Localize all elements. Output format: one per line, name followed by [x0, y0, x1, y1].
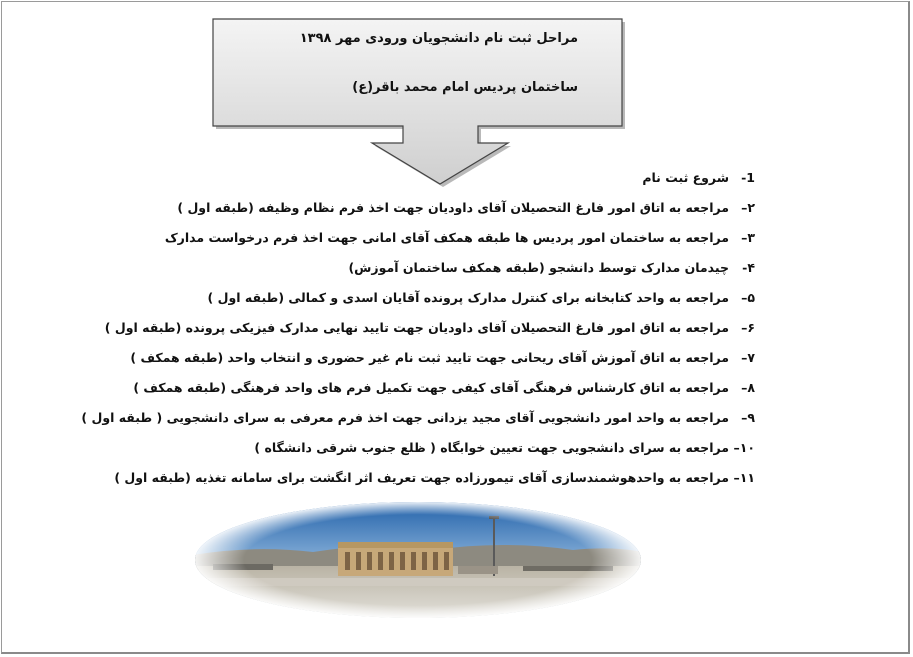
step-text: مراجعه به سرای دانشجویی جهت تعیین خوابگاه ( ظلع جنوب شرقی دانشگاه )	[254, 440, 729, 455]
step-number: ۹–	[741, 410, 755, 425]
step-text: چیدمان مدارک توسط دانشجو (طبقه همکف ساختمان آموزش)	[348, 260, 729, 275]
step-number: ۸–	[741, 380, 755, 395]
step-text: مراجعه به واحد امور دانشجویی آقای مجید یزدانی جهت اخذ فرم معرفی به سرای دانشجویی ( طبقه اول )	[81, 410, 729, 425]
step-number: 1-	[741, 170, 755, 185]
step-number: ۵–	[741, 290, 755, 305]
step-3	[135, 223, 755, 253]
step-text: مراجعه به ساختمان امور پردیس ها طبقه همکف آقای امانی جهت اخذ فرم درخواست مدارک	[164, 230, 729, 245]
step-5	[135, 283, 755, 313]
step-number: ۲–	[741, 200, 755, 215]
step-text: شروع ثبت نام	[642, 170, 729, 185]
step-9	[81, 403, 755, 433]
step-7	[130, 343, 755, 373]
registration-steps-list	[81, 163, 755, 493]
step-text: مراجعه به اتاق امور فارغ التحصیلان آقای داودیان جهت اخذ فرم نظام وظیفه (طبقه اول )	[177, 200, 729, 215]
step-text: مراجعه به اتاق کارشناس فرهنگی آقای کیفی جهت تکمیل فرم های واحد فرهنگی (طبقه همکف )	[133, 380, 729, 395]
title-line: مراحل ثبت نام دانشجویان ورودی مهر ۱۳۹۸	[299, 31, 578, 46]
step-number: ۴-	[742, 260, 755, 275]
step-6	[104, 313, 755, 343]
step-text: مراجعه به اتاق امور فارغ التحصیلان آقای داودیان جهت تایید نهایی مدارک فیزیکی پرونده (طبقه اول )	[104, 320, 729, 335]
step-number: ۶–	[741, 320, 755, 335]
subtitle-line: ساختمان پردیس امام محمد باقر(ع)	[352, 80, 578, 95]
step-number: ۱۰–	[733, 440, 755, 455]
step-text: مراجعه به واحد کتابخانه برای کنترل مدارک پرونده آقایان اسدی و کمالی (طبقه اول )	[207, 290, 729, 305]
step-number: ۳–	[741, 230, 755, 245]
step-4	[135, 253, 755, 283]
step-10	[135, 433, 755, 463]
step-11	[114, 463, 755, 493]
step-number: ۱۱–	[733, 470, 755, 485]
step-8	[135, 373, 755, 403]
campus-building-photo	[193, 500, 643, 620]
step-number: ۷–	[741, 350, 755, 365]
step-1	[135, 163, 755, 193]
step-2	[135, 193, 755, 223]
step-text: مراجعه به واحدهوشمندسازی آقای تیمورزاده جهت تعریف اثر انگشت برای سامانه تغذیه (طبقه اول )	[114, 470, 729, 485]
step-text: مراجعه به اتاق آموزش آقای ریحانی جهت تایید ثبت نام غیر حضوری و انتخاب واحد (طبقه همکف )	[130, 350, 729, 365]
